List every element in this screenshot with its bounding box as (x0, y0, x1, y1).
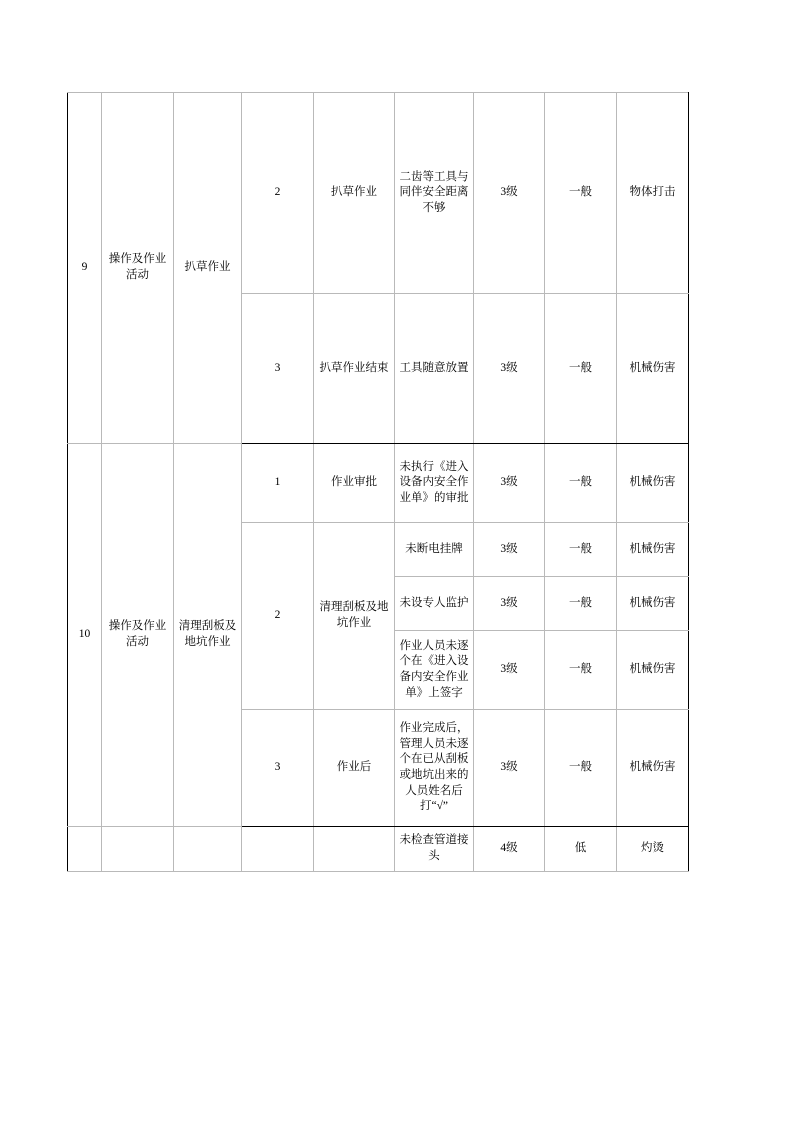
cell-degree: 一般 (545, 631, 617, 710)
cell-step: 扒草作业 (314, 93, 395, 294)
cell-accident: 机械伤害 (617, 710, 689, 827)
cell-step: 扒草作业结束 (314, 294, 395, 444)
cell-category: 操作及作业活动 (102, 444, 174, 827)
cell-step (314, 827, 395, 872)
cell-level: 3级 (474, 93, 545, 294)
cell-hazard: 二齿等工具与同伴安全距离不够 (395, 93, 474, 294)
cell-hazard: 作业完成后，管理人员未逐个在已从刮板或地坑出来的人员姓名后打“√” (395, 710, 474, 827)
cell-hazard: 未检查管道接头 (395, 827, 474, 872)
cell-hazard: 作业人员未逐个在《进入设备内安全作业单》上签字 (395, 631, 474, 710)
cell-step-no: 1 (242, 444, 314, 523)
table-row (68, 444, 689, 523)
cell-activity: 扒草作业 (174, 93, 242, 444)
cell-level: 3级 (474, 710, 545, 827)
cell-degree: 一般 (545, 444, 617, 523)
cell-hazard: 工具随意放置 (395, 294, 474, 444)
cell-step: 清理刮板及地坑作业 (314, 523, 395, 710)
cell-step-no: 3 (242, 294, 314, 444)
cell-category (102, 827, 174, 872)
risk-identification-table (67, 92, 689, 872)
cell-degree: 一般 (545, 710, 617, 827)
cell-category: 操作及作业活动 (102, 93, 174, 444)
cell-seq: 9 (68, 93, 102, 444)
cell-hazard: 未设专人监护 (395, 577, 474, 631)
cell-degree: 一般 (545, 294, 617, 444)
cell-degree: 低 (545, 827, 617, 872)
cell-degree: 一般 (545, 523, 617, 577)
cell-step-no: 2 (242, 93, 314, 294)
cell-level: 3级 (474, 577, 545, 631)
cell-degree: 一般 (545, 577, 617, 631)
cell-hazard: 未执行《进入设备内安全作业单》的审批 (395, 444, 474, 523)
cell-activity (174, 827, 242, 872)
cell-degree: 一般 (545, 93, 617, 294)
cell-activity: 清理刮板及地坑作业 (174, 444, 242, 827)
cell-level: 3级 (474, 523, 545, 577)
cell-accident: 机械伤害 (617, 523, 689, 577)
cell-accident: 灼烫 (617, 827, 689, 872)
cell-level: 4级 (474, 827, 545, 872)
table-row (68, 93, 689, 294)
cell-level: 3级 (474, 631, 545, 710)
cell-hazard: 未断电挂牌 (395, 523, 474, 577)
table-row (68, 827, 689, 872)
cell-seq: 10 (68, 444, 102, 827)
cell-seq (68, 827, 102, 872)
cell-level: 3级 (474, 444, 545, 523)
cell-step: 作业后 (314, 710, 395, 827)
cell-accident: 机械伤害 (617, 631, 689, 710)
cell-step-no: 2 (242, 523, 314, 710)
cell-step-no (242, 827, 314, 872)
cell-accident: 机械伤害 (617, 294, 689, 444)
cell-step: 作业审批 (314, 444, 395, 523)
cell-accident: 机械伤害 (617, 577, 689, 631)
cell-accident: 机械伤害 (617, 444, 689, 523)
cell-accident: 物体打击 (617, 93, 689, 294)
cell-step-no: 3 (242, 710, 314, 827)
cell-level: 3级 (474, 294, 545, 444)
